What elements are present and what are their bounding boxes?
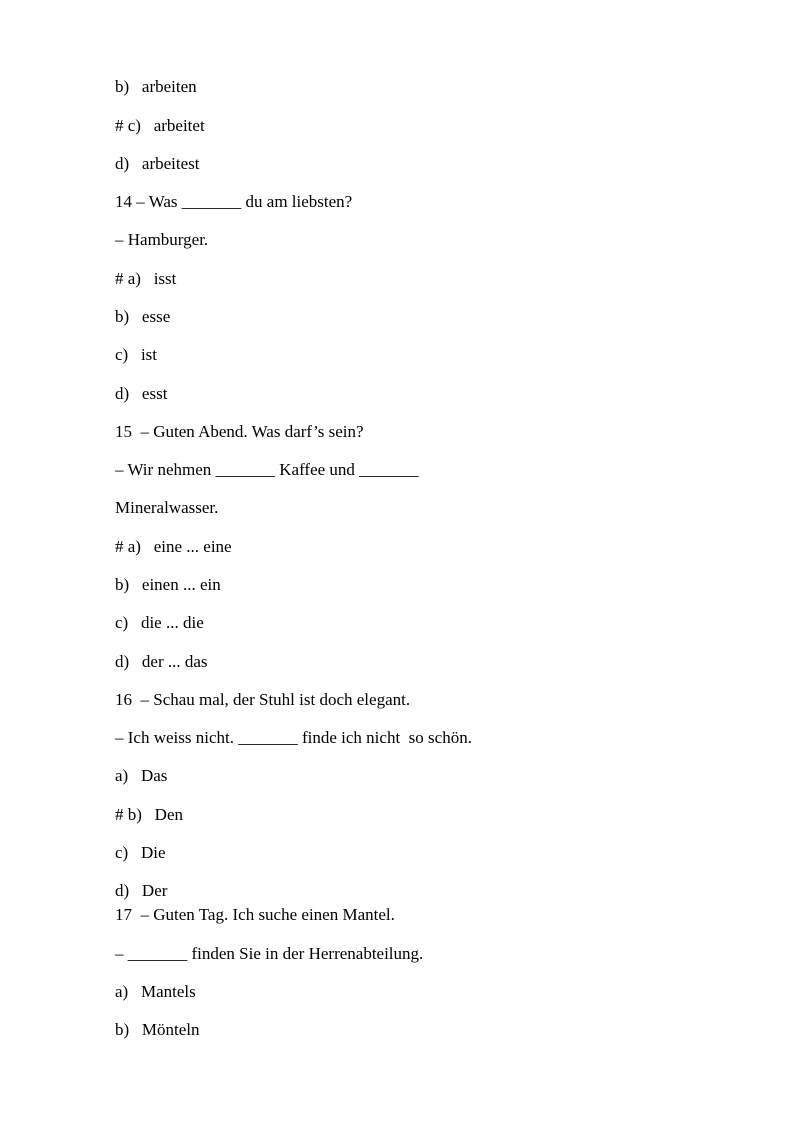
option-d-arbeitest: d) arbeitest — [115, 154, 200, 173]
question-14: 14 – Was _______ du am liebsten? — [115, 192, 353, 211]
option-b-moenteln: b) Mönteln — [115, 1020, 200, 1039]
question-16-reply: – Ich weiss nicht. _______ finde ich nicht so schön. — [115, 728, 472, 747]
option-b-arbeiten: b) arbeiten — [115, 77, 197, 96]
option-d-esst: d) esst — [115, 384, 168, 403]
option-c-die-die: c) die ... die — [115, 613, 204, 632]
question-17: 17 – Guten Tag. Ich suche einen Mantel. — [115, 905, 395, 924]
option-c-ist: c) ist — [115, 345, 158, 364]
option-a-mantels: a) Mantels — [115, 982, 196, 1001]
option-a-eine-eine: # a) eine ... eine — [115, 537, 232, 556]
option-b-einen-ein: b) einen ... ein — [115, 575, 221, 594]
question-15-reply: – Wir nehmen _______ Kaffee und _______ — [115, 460, 419, 479]
question-15: 15 – Guten Abend. Was darf’s sein? — [115, 422, 364, 441]
option-a-das: a) Das — [115, 766, 168, 785]
option-c-arbeitet: # c) arbeitet — [115, 116, 205, 135]
question-16: 16 – Schau mal, der Stuhl ist doch elegant. — [115, 690, 411, 709]
option-c-die: c) Die — [115, 843, 166, 862]
question-14-reply: – Hamburger. — [115, 230, 209, 249]
option-a-isst: # a) isst — [115, 269, 177, 288]
option-b-esse: b) esse — [115, 307, 171, 326]
question-15-reply-cont: Mineralwasser. — [115, 498, 219, 517]
option-d-der-das: d) der ... das — [115, 652, 208, 671]
question-17-reply: – _______ finden Sie in der Herrenabteilung. — [115, 944, 424, 963]
option-b-den: # b) Den — [115, 805, 183, 824]
option-d-der: d) Der — [115, 881, 168, 900]
